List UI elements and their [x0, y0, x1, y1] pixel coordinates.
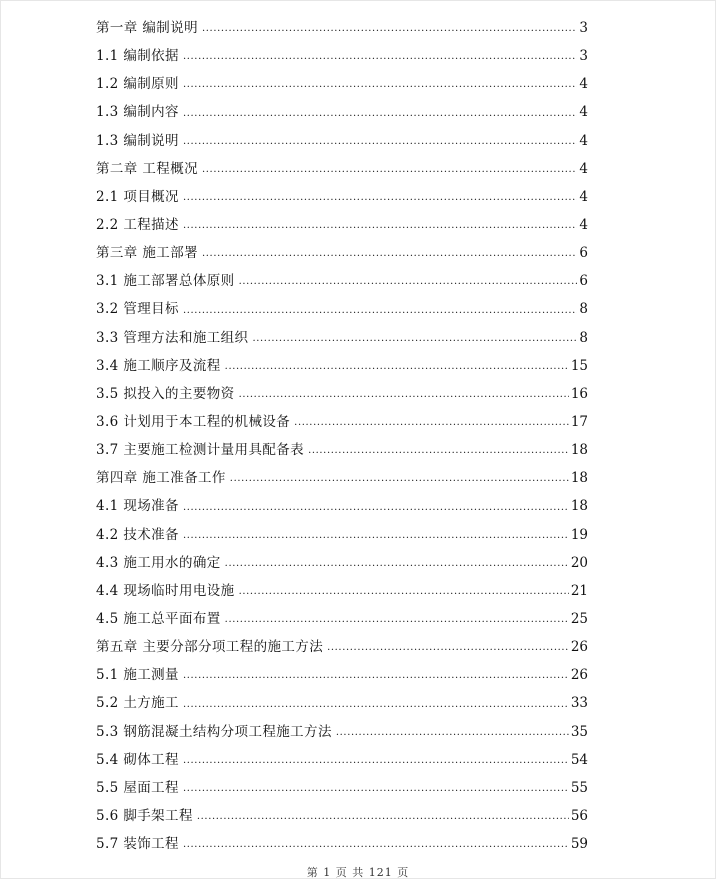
- toc-entry-page-number: 55: [570, 779, 588, 796]
- toc-entry[interactable]: [96, 408, 588, 436]
- toc-entry-page-number: 25: [570, 610, 588, 627]
- toc-entry-page-number: 3: [579, 19, 588, 36]
- toc-entry[interactable]: [96, 324, 588, 352]
- toc-entry-title: 5.2 土方施工: [96, 695, 179, 712]
- toc-entry-title: 第五章 主要分部分项工程的施工方法: [96, 639, 324, 656]
- toc-entry-title: 2.1 项目概况: [96, 188, 179, 205]
- toc-entry[interactable]: [96, 436, 588, 464]
- toc-entry[interactable]: [96, 211, 588, 239]
- toc-dot-leader: [183, 492, 569, 520]
- toc-entry-title: 3.2 管理目标: [96, 301, 179, 318]
- toc-entry[interactable]: [96, 549, 588, 577]
- toc-entry-page-number: 56: [570, 807, 588, 824]
- toc-entry-title: 3.7 主要施工检测计量用具配备表: [96, 442, 305, 459]
- toc-entry[interactable]: [96, 605, 588, 633]
- toc-entry[interactable]: [96, 689, 588, 717]
- toc-entry-page-number: 33: [570, 695, 588, 712]
- toc-entry[interactable]: [96, 661, 588, 689]
- toc-entry-page-number: 35: [570, 723, 588, 740]
- toc-entry[interactable]: [96, 577, 588, 605]
- toc-entry-title: 5.6 脚手架工程: [96, 807, 193, 824]
- toc-dot-leader: [294, 408, 569, 436]
- toc-entry-page-number: 4: [579, 188, 588, 205]
- toc-entry-page-number: 8: [579, 329, 588, 346]
- toc-entry[interactable]: [96, 239, 588, 267]
- toc-entry-title: 1.3 编制内容: [96, 104, 179, 121]
- toc-entry-title: 4.5 施工总平面布置: [96, 610, 221, 627]
- toc-entry-title: 3.1 施工部署总体原则: [96, 273, 235, 290]
- toc-dot-leader: [225, 549, 569, 577]
- toc-entry[interactable]: [96, 464, 588, 492]
- toc-entry-title: 5.7 装饰工程: [96, 836, 179, 853]
- toc-entry-page-number: 16: [570, 385, 588, 402]
- toc-entry[interactable]: [96, 352, 588, 380]
- toc-entry-page-number: 6: [579, 245, 588, 262]
- toc-dot-leader: [183, 98, 577, 126]
- toc-entry[interactable]: [96, 98, 588, 126]
- toc-dot-leader: [197, 802, 569, 830]
- toc-entry-title: 3.4 施工顺序及流程: [96, 357, 221, 374]
- toc-entry-page-number: 4: [579, 216, 588, 233]
- toc-entry-page-number: 18: [570, 470, 588, 487]
- toc-entry-page-number: 18: [570, 498, 588, 515]
- toc-entry-title: 3.6 计划用于本工程的机械设备: [96, 413, 291, 430]
- toc-entry-title: 1.3 编制说明: [96, 132, 179, 149]
- toc-entry[interactable]: [96, 718, 588, 746]
- toc-entry-title: 3.5 拟投入的主要物资: [96, 385, 235, 402]
- table-of-contents: [96, 14, 588, 858]
- toc-dot-leader: [183, 211, 577, 239]
- toc-entry-page-number: 15: [570, 357, 588, 374]
- toc-dot-leader: [336, 718, 569, 746]
- toc-entry[interactable]: [96, 633, 588, 661]
- toc-entry-page-number: 59: [570, 836, 588, 853]
- toc-entry[interactable]: [96, 380, 588, 408]
- toc-entry[interactable]: [96, 521, 588, 549]
- toc-entry-page-number: 26: [570, 639, 588, 656]
- toc-dot-leader: [183, 70, 577, 98]
- toc-dot-leader: [183, 183, 577, 211]
- toc-entry-page-number: 20: [570, 554, 588, 571]
- toc-dot-leader: [239, 577, 569, 605]
- toc-entry[interactable]: [96, 774, 588, 802]
- toc-entry[interactable]: [96, 830, 588, 858]
- toc-dot-leader: [252, 324, 577, 352]
- toc-entry[interactable]: [96, 267, 588, 295]
- toc-entry[interactable]: [96, 14, 588, 42]
- toc-entry[interactable]: [96, 70, 588, 98]
- page-footer: 第 1 页 共 121 页: [306, 866, 410, 879]
- toc-entry-title: 4.3 施工用水的确定: [96, 554, 221, 571]
- toc-entry-title: 第三章 施工部署: [96, 245, 198, 262]
- toc-entry-title: 1.1 编制依据: [96, 48, 179, 65]
- toc-dot-leader: [183, 830, 569, 858]
- toc-entry-page-number: 4: [579, 160, 588, 177]
- toc-entry-title: 第一章 编制说明: [96, 19, 198, 36]
- toc-dot-leader: [239, 380, 569, 408]
- toc-dot-leader: [183, 295, 577, 323]
- toc-entry[interactable]: [96, 155, 588, 183]
- toc-entry-title: 2.2 工程描述: [96, 216, 179, 233]
- toc-entry-title: 第四章 施工准备工作: [96, 470, 226, 487]
- toc-entry-title: 1.2 编制原则: [96, 76, 179, 93]
- toc-dot-leader: [230, 464, 569, 492]
- toc-dot-leader: [183, 127, 577, 155]
- toc-entry-title: 4.1 现场准备: [96, 498, 179, 515]
- toc-dot-leader: [327, 633, 569, 661]
- toc-entry-title: 4.4 现场临时用电设施: [96, 582, 235, 599]
- toc-dot-leader: [183, 689, 569, 717]
- toc-dot-leader: [183, 774, 569, 802]
- toc-entry[interactable]: [96, 492, 588, 520]
- toc-entry-page-number: 19: [570, 526, 588, 543]
- toc-entry-page-number: 4: [579, 104, 588, 121]
- toc-entry[interactable]: [96, 127, 588, 155]
- toc-dot-leader: [225, 352, 569, 380]
- toc-entry-page-number: 3: [579, 48, 588, 65]
- toc-dot-leader: [202, 239, 577, 267]
- toc-entry-page-number: 54: [570, 751, 588, 768]
- toc-entry[interactable]: [96, 746, 588, 774]
- toc-dot-leader: [225, 605, 569, 633]
- toc-entry[interactable]: [96, 802, 588, 830]
- toc-entry[interactable]: [96, 295, 588, 323]
- toc-entry-page-number: 8: [579, 301, 588, 318]
- toc-entry-title: 4.2 技术准备: [96, 526, 179, 543]
- toc-entry-page-number: 18: [570, 442, 588, 459]
- toc-entry-title: 第二章 工程概况: [96, 160, 198, 177]
- toc-dot-leader: [202, 14, 577, 42]
- toc-entry[interactable]: [96, 42, 588, 70]
- toc-entry-page-number: 6: [579, 273, 588, 290]
- toc-dot-leader: [183, 661, 569, 689]
- toc-dot-leader: [308, 436, 569, 464]
- toc-entry-page-number: 4: [579, 132, 588, 149]
- toc-entry-page-number: 26: [570, 667, 588, 684]
- toc-dot-leader: [183, 42, 577, 70]
- toc-entry-title: 5.1 施工测量: [96, 667, 179, 684]
- toc-entry-title: 5.5 屋面工程: [96, 779, 179, 796]
- toc-entry-title: 3.3 管理方法和施工组织: [96, 329, 249, 346]
- toc-dot-leader: [183, 746, 569, 774]
- toc-entry-page-number: 4: [579, 76, 588, 93]
- toc-entry[interactable]: [96, 183, 588, 211]
- toc-entry-title: 5.3 钢筋混凝土结构分项工程施工方法: [96, 723, 332, 740]
- toc-dot-leader: [183, 521, 569, 549]
- toc-dot-leader: [202, 155, 577, 183]
- toc-entry-page-number: 21: [570, 582, 588, 599]
- toc-entry-page-number: 17: [570, 413, 588, 430]
- toc-dot-leader: [239, 267, 578, 295]
- toc-entry-title: 5.4 砌体工程: [96, 751, 179, 768]
